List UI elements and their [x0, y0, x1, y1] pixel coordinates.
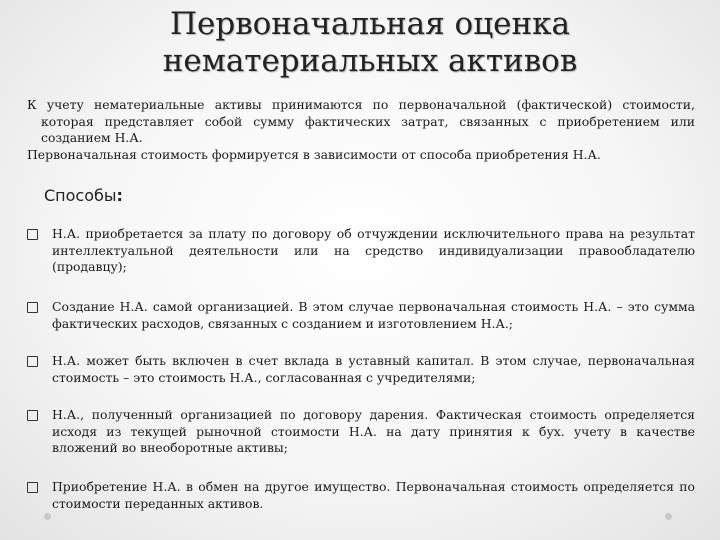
- decorative-dot: [665, 513, 672, 520]
- ways-colon: :: [116, 186, 123, 205]
- intro-paragraph: К учету нематериальные активы принимаются по первоначальной (фактической) стоимости, которая представляет собой сумму фактических затрат, связанных с приобретением или созданием Н.А.: [27, 97, 695, 145]
- ways-label: Способы: [44, 186, 117, 205]
- intro-text: [27, 97, 695, 163]
- ways-heading: [44, 186, 123, 205]
- checkbox-bullet-icon: [27, 356, 38, 367]
- list-item: [27, 226, 695, 276]
- list-item-text: Н.А. приобретается за плату по договору об отчуждении исключительного права на результат интеллектуальной деятельности или на средство индивидуализации правообладателю (продавцу);: [52, 226, 695, 275]
- list-item: [27, 479, 695, 512]
- list-item-text: Н.А., полученный организацией по договору дарения. Фактическая стоимость определяется исходя из текущей рыночной стоимости Н.А. на дату принятия к бух. учету в качестве вложений во внеоборотные активы;: [52, 407, 695, 456]
- slide-title: Первоначальная оценка нематериальных активов: [162, 6, 578, 79]
- decorative-dot: [44, 513, 51, 520]
- list-item: [27, 353, 695, 386]
- checkbox-bullet-icon: [27, 482, 38, 493]
- list-item-text: Приобретение Н.А. в обмен на другое имущество. Первоначальная стоимость определяется по стоимости переданных активов.: [52, 479, 695, 511]
- checkbox-bullet-icon: [27, 229, 38, 240]
- list-item: [27, 407, 695, 457]
- checkbox-bullet-icon: [27, 302, 38, 313]
- checkbox-bullet-icon: [27, 410, 38, 421]
- list-item: [27, 299, 695, 332]
- intro-paragraph: Первоначальная стоимость формируется в зависимости от способа приобретения Н.А.: [27, 146, 601, 162]
- list-item-text: Н.А. может быть включен в счет вклада в уставный капитал. В этом случае, первоначальная стоимость – это стоимость Н.А., согласованная с учредителями;: [52, 353, 695, 385]
- list-item-text: Создание Н.А. самой организацией. В этом случае первоначальная стоимость Н.А. – это сумма фактических расходов, связанных с созданием и изготовлением Н.А.;: [52, 299, 695, 331]
